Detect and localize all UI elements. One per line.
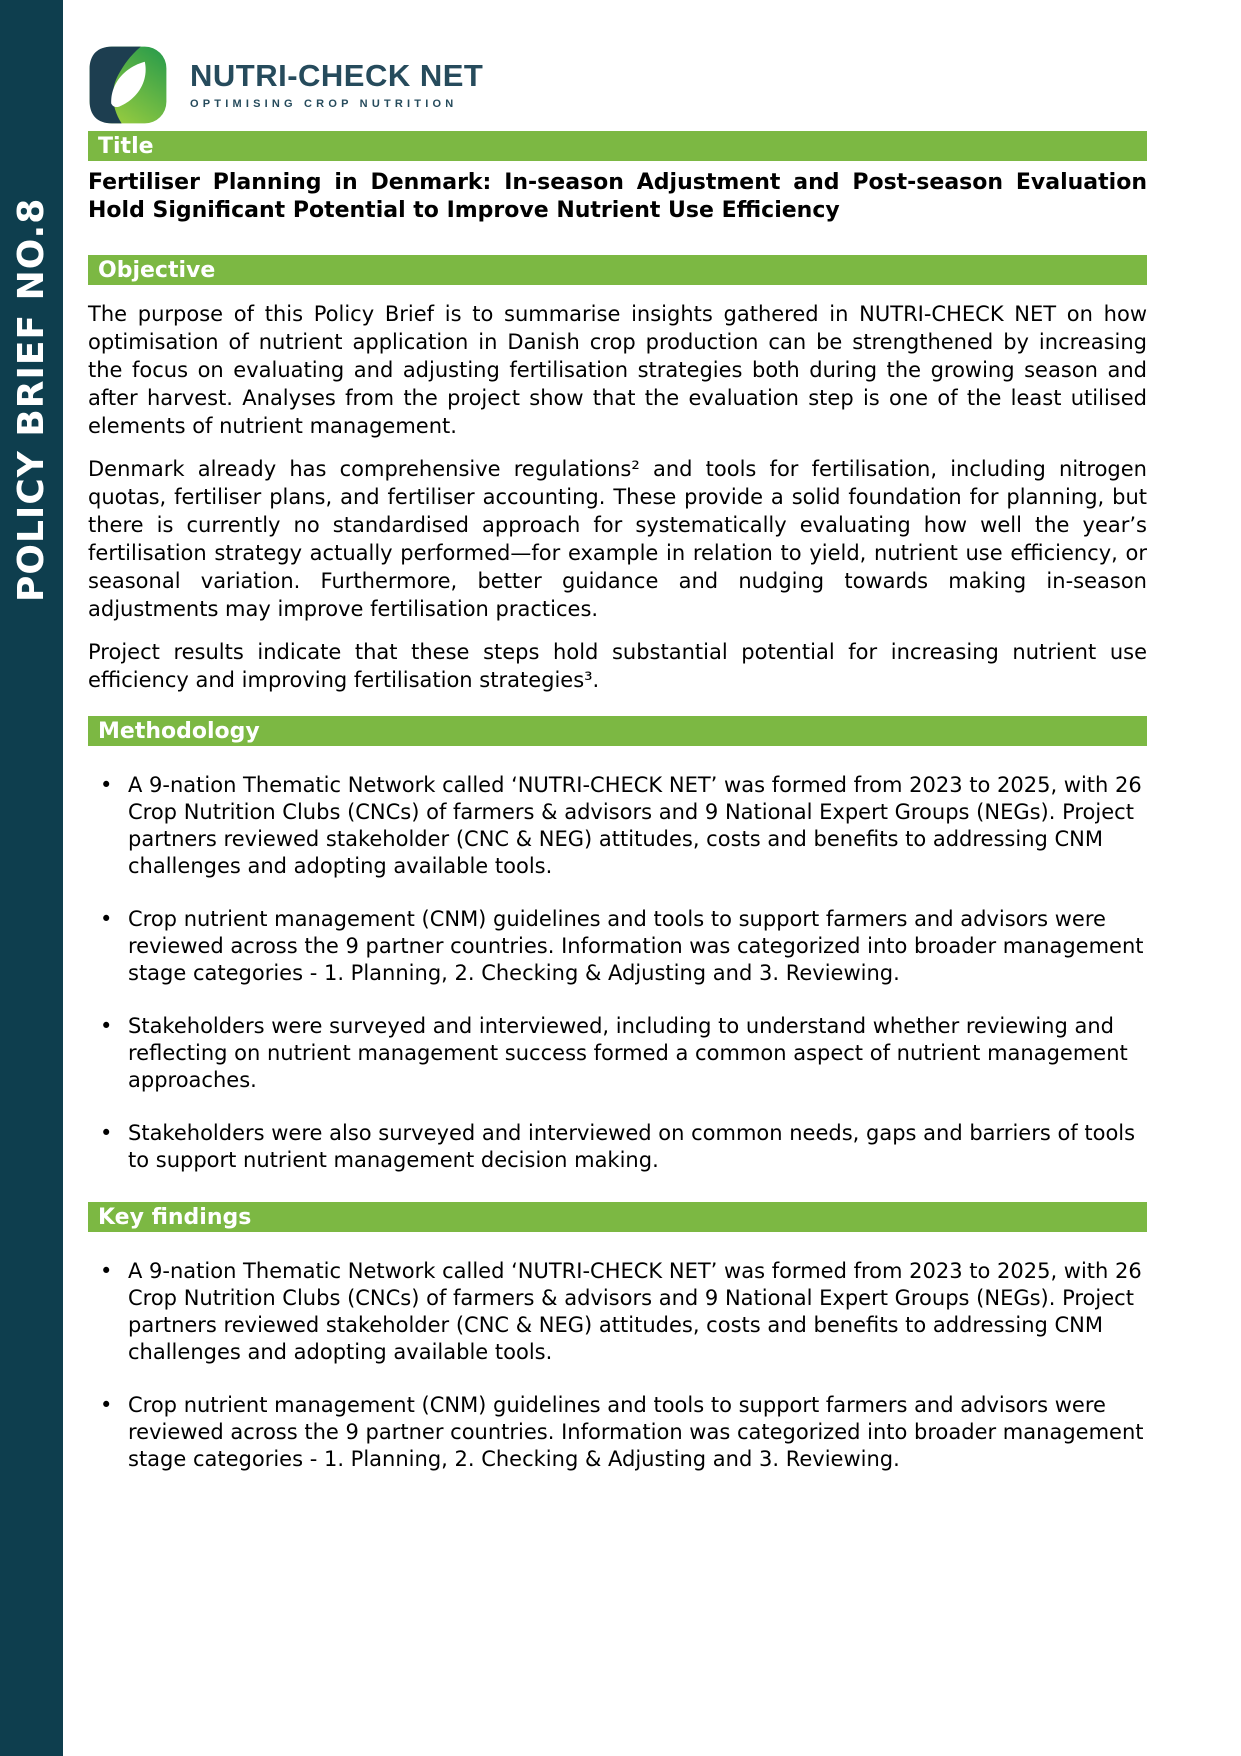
methodology-bullet-4: • Stakeholders were also surveyed and interviewed on common needs, gaps and barriers of tools to support nutrient management decision making. [88,1120,1147,1174]
section-header-title-label: Title [98,133,154,159]
objective-paragraph-1: The purpose of this Policy Brief is to summarise insights gathered in NUTRI-CHECK NET on how optimisation of nutrient application in Danish crop production can be strengthened by increasing the focus on evaluating and adjusting fertilisation strategies both during the growing season and after harvest. Analyses from the project show that the evaluation step is one of the least utilised elements of nutrient management. [88,302,1147,438]
objective-paragraph-2: Denmark already has comprehensive regulations² and tools for fertilisation, including nitrogen quotas, fertiliser plans, and fertiliser accounting. These provide a solid foundation for planning, but there is currently no standardised approach for systematically evaluating how well the year’s fertilisation strategy actually performed—for example in relation to yield, nutrient use efficiency, or seasonal variation. Furthermore, better guidance and nudging towards making in-season adjustments may improve fertilisation practices. [88,457,1147,621]
objective-paragraph-3: Project results indicate that these steps hold substantial potential for increasing nutrient use efficiency and improving fertilisation strategies³. [88,640,1147,692]
methodology-bullet-1: • A 9-nation Thematic Network called ‘NUTRI-CHECK NET’ was formed from 2023 to 2025, with 26 Crop Nutrition Clubs (CNCs) of farmers & advisors and 9 National Expert Groups (NEGs). Project partners reviewed stakeholder (CNC & NEG) attitudes, costs and benefits to addressing CNM challenges and adopting available tools. [88,772,1147,880]
methodology-bullet-2: • Crop nutrient management (CNM) guidelines and tools to support farmers and advisors were reviewed across the 9 partner countries. Information was categorized into broader management stage categories - 1. Planning, 2. Checking & Adjusting and 3. Reviewing. [88,906,1147,987]
policy-brief-number-label: POLICY BRIEF NO.8 [11,197,52,603]
methodology-bullet-3: • Stakeholders were surveyed and interviewed, including to understand whether reviewing and reflecting on nutrient management success formed a common aspect of nutrient management approaches. [88,1013,1147,1094]
methodology-bullet-list [88,772,1147,1174]
section-header-key-findings-label: Key findings [98,1204,252,1230]
section-header-key-findings [88,1202,1147,1232]
key-findings-bullet-list [88,1258,1147,1473]
logo [88,45,1147,125]
key-findings-bullet-2: • Crop nutrient management (CNM) guidelines and tools to support farmers and advisors were reviewed across the 9 partner countries. Information was categorized into broader management stage categories - 1. Planning, 2. Checking & Adjusting and 3. Reviewing. [88,1392,1147,1473]
section-header-title [88,131,1147,161]
main-content [88,0,1147,1473]
section-header-methodology-label: Methodology [98,718,260,744]
nutri-check-leaf-logo-icon [88,45,168,125]
section-header-objective-label: Objective [98,257,216,283]
logo-wordmark: NUTRI-CHECK NET [190,57,484,93]
section-header-objective [88,255,1147,285]
key-findings-bullet-1: • A 9-nation Thematic Network called ‘NUTRI-CHECK NET’ was formed from 2023 to 2025, with 26 Crop Nutrition Clubs (CNCs) of farmers & advisors and 9 National Expert Groups (NEGs). Project partners reviewed stakeholder (CNC & NEG) attitudes, costs and benefits to addressing CNM challenges and adopting available tools. [88,1258,1147,1366]
document-title: Fertiliser Planning in Denmark: In-season Adjustment and Post-season Evaluation Hold Significant Potential to Improve Nutrient Use Efficiency [88,170,1147,223]
sidebar-band [0,0,63,1756]
logo-text-block [190,57,484,111]
section-header-methodology [88,716,1147,746]
logo-tagline: OPTIMISING CROP NUTRITION [190,98,458,111]
